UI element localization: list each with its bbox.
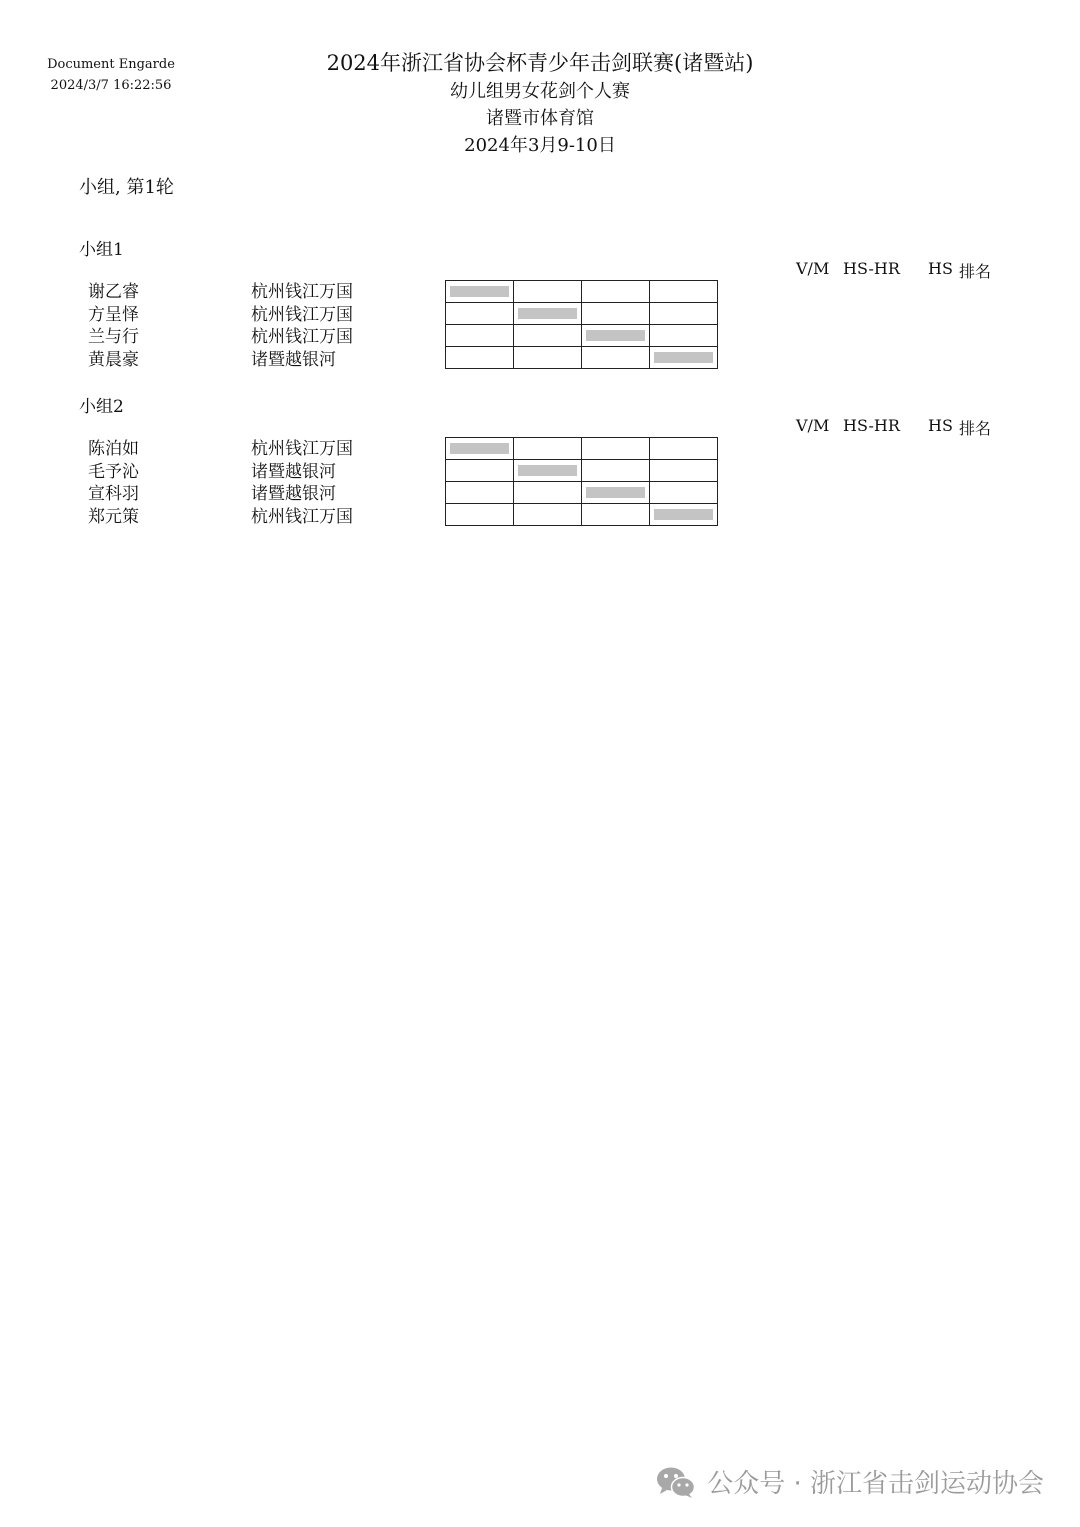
bout-cell	[446, 460, 514, 482]
bout-cell	[514, 438, 582, 460]
fencer-name: 黄晨豪	[88, 349, 139, 370]
fencer-name: 谢乙睿	[88, 282, 139, 302]
blocked-cell	[586, 487, 645, 498]
col-rank: 排名	[959, 262, 992, 281]
bout-cell	[582, 438, 650, 460]
bout-cell	[514, 281, 582, 303]
fencer-name: 宣科羽	[88, 484, 139, 504]
blocked-cell	[450, 443, 509, 454]
fencer-name: 方呈怿	[88, 304, 139, 325]
blocked-cell	[654, 509, 713, 520]
fencer-club: 杭州钱江万国	[251, 327, 353, 347]
bout-cell	[514, 482, 582, 504]
bout-cell	[650, 482, 718, 504]
bout-cell	[514, 325, 582, 347]
bout-cell-self	[582, 325, 650, 347]
col-rank: 排名	[959, 419, 992, 438]
bout-cell	[446, 504, 514, 526]
pool-score-grid	[445, 280, 718, 369]
pool-score-grid	[445, 437, 718, 526]
fencer-club: 杭州钱江万国	[251, 282, 353, 302]
bout-cell	[582, 460, 650, 482]
pool-column-headers	[0, 416, 1080, 438]
print-timestamp: 2024/3/7 16:22:56	[50, 78, 172, 93]
bout-cell-self	[446, 281, 514, 303]
fencer-club: 诸暨越银河	[251, 461, 336, 482]
bout-cell	[650, 438, 718, 460]
fencer-name: 毛予沁	[88, 461, 139, 482]
fencer-name: 郑元策	[88, 506, 139, 527]
col-hs-hr: HS-HR	[843, 416, 900, 435]
bout-cell	[650, 303, 718, 325]
fencer-club: 杭州钱江万国	[251, 506, 353, 527]
software-name: Document Engarde	[47, 57, 175, 72]
bout-cell-self	[514, 303, 582, 325]
bout-cell	[650, 325, 718, 347]
bout-cell	[650, 281, 718, 303]
fencer-club: 杭州钱江万国	[251, 439, 353, 459]
col-hs: HS	[928, 259, 953, 278]
col-vm: V/M	[796, 416, 830, 435]
bout-cell	[650, 460, 718, 482]
bout-cell	[446, 482, 514, 504]
round-title: 小组, 第1轮	[79, 177, 174, 198]
bout-cell-self	[650, 504, 718, 526]
col-vm: V/M	[796, 259, 830, 278]
bout-cell-self	[650, 347, 718, 369]
bout-cell	[582, 504, 650, 526]
fencer-club: 杭州钱江万国	[251, 304, 353, 325]
document-header	[230, 48, 850, 159]
pool-column-headers	[0, 259, 1080, 281]
bout-cell-self	[446, 438, 514, 460]
bout-cell	[446, 325, 514, 347]
document-meta	[46, 54, 176, 96]
blocked-cell	[450, 286, 509, 297]
blocked-cell	[586, 330, 645, 341]
bout-cell	[514, 347, 582, 369]
bout-cell	[446, 303, 514, 325]
pool-title: 小组2	[79, 397, 124, 417]
blocked-cell	[654, 352, 713, 363]
blocked-cell	[518, 465, 577, 476]
fencer-name: 陈泊如	[88, 439, 139, 459]
event-venue: 诸暨市体育馆	[486, 108, 594, 129]
bout-cell	[514, 504, 582, 526]
col-hs-hr: HS-HR	[843, 259, 900, 278]
bout-cell	[582, 303, 650, 325]
pool-title: 小组1	[79, 240, 124, 260]
bout-cell-self	[514, 460, 582, 482]
fencer-club: 诸暨越银河	[251, 349, 336, 370]
watermark	[655, 1463, 1044, 1500]
bout-cell-self	[582, 482, 650, 504]
event-title: 2024年浙江省协会杯青少年击剑联赛(诸暨站)	[326, 51, 754, 75]
event-category: 幼儿组男女花剑个人赛	[450, 81, 630, 102]
bout-cell	[582, 281, 650, 303]
fencer-club: 诸暨越银河	[251, 484, 336, 504]
blocked-cell	[518, 308, 577, 319]
wechat-icon	[655, 1465, 697, 1499]
bout-cell	[582, 347, 650, 369]
col-hs: HS	[928, 416, 953, 435]
fencer-name: 兰与行	[88, 327, 139, 347]
event-dates: 2024年3月9-10日	[464, 135, 616, 156]
watermark-text: 公众号 · 浙江省击剑运动协会	[707, 1469, 1044, 1499]
bout-cell	[446, 347, 514, 369]
